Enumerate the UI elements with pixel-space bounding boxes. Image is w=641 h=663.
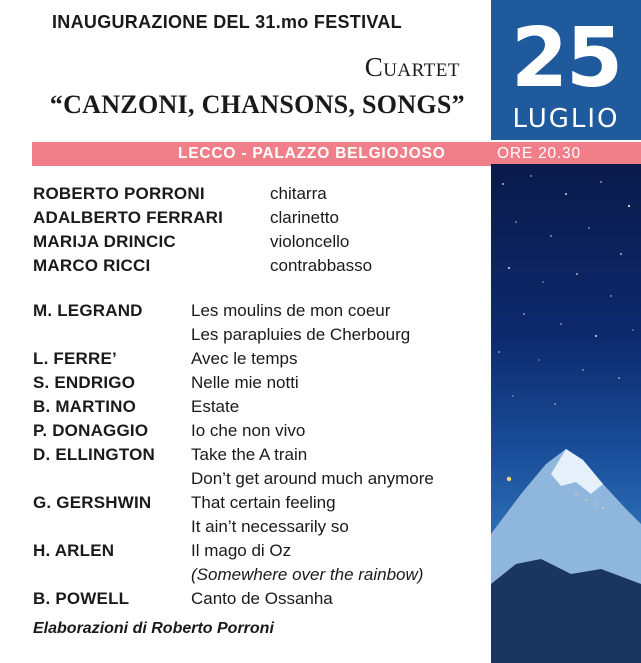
performer-row: [33, 256, 483, 280]
program-song: Les parapluies de Cherbourg: [191, 325, 411, 344]
program-composer: G. GERSHWIN: [33, 493, 152, 512]
program-composer: M. LEGRAND: [33, 301, 143, 320]
festival-title: INAUGURAZIONE DEL 31.mo FESTIVAL: [52, 12, 402, 32]
program-song: Canto de Ossanha: [191, 589, 333, 608]
program-row: [33, 397, 483, 421]
program-song: It ain’t necessarily so: [191, 517, 349, 536]
program-row: [33, 373, 483, 397]
program-composer: B. MARTINO: [33, 397, 137, 416]
program-song: Les moulins de mon coeur: [191, 301, 391, 320]
performers-list: [33, 184, 483, 280]
program-composer: P. DONAGGIO: [33, 421, 149, 440]
program-song: (Somewhere over the rainbow): [191, 565, 424, 584]
program-composer: D. ELLINGTON: [33, 445, 156, 464]
program-row: [33, 469, 483, 493]
performer-name: MARCO RICCI: [33, 256, 151, 275]
program-song: Take the A train: [191, 445, 308, 464]
program-song: Nelle mie notti: [191, 373, 299, 392]
mountain-night-illustration: [491, 164, 641, 663]
performer-instrument: contrabbasso: [270, 256, 373, 275]
program-list: [33, 301, 483, 613]
program-row: [33, 517, 483, 541]
night-sky-image: [491, 164, 641, 663]
ensemble-name: Cuartet: [364, 52, 460, 82]
program-row: [33, 445, 483, 469]
program-composer: B. POWELL: [33, 589, 130, 608]
venue-place: LECCO - PALAZZO BELGIOJOSO: [178, 145, 446, 162]
program-song: Io che non vivo: [191, 421, 306, 440]
performer-row: [33, 232, 483, 256]
program-row: [33, 421, 483, 445]
program-row: [33, 301, 483, 325]
program-song: That certain feeling: [191, 493, 336, 512]
program-song: Avec le temps: [191, 349, 298, 368]
date-month: LUGLIO: [512, 104, 620, 134]
stars-decoration: [498, 175, 633, 404]
program-row: [33, 493, 483, 517]
arrangement-credit: Elaborazioni di Roberto Porroni: [33, 620, 274, 637]
program-row: [33, 349, 483, 373]
program-song: Estate: [191, 397, 240, 416]
date-tile: [491, 0, 641, 140]
performer-name: ROBERTO PORRONI: [33, 184, 205, 203]
venue-time: ORE 20.30: [497, 145, 581, 162]
date-day: 25: [510, 11, 622, 106]
program-composer: S. ENDRIGO: [33, 373, 136, 392]
performer-row: [33, 208, 483, 232]
performer-instrument: chitarra: [270, 184, 327, 203]
performer-name: MARIJA DRINCIC: [33, 232, 176, 251]
performer-instrument: violoncello: [270, 232, 350, 251]
program-composer: H. ARLEN: [33, 541, 115, 560]
performer-instrument: clarinetto: [270, 208, 339, 227]
program-composer: L. FERRE’: [33, 349, 117, 368]
program-song: Il mago di Oz: [191, 541, 292, 560]
program-row: [33, 589, 483, 613]
program-title: “CANZONI, CHANSONS, SONGS”: [49, 90, 465, 119]
performer-row: [33, 184, 483, 208]
program-row: [33, 565, 483, 589]
program-row: [33, 541, 483, 565]
program-row: [33, 325, 483, 349]
performer-name: ADALBERTO FERRARI: [33, 208, 224, 227]
program-song: Don’t get around much anymore: [191, 469, 434, 488]
